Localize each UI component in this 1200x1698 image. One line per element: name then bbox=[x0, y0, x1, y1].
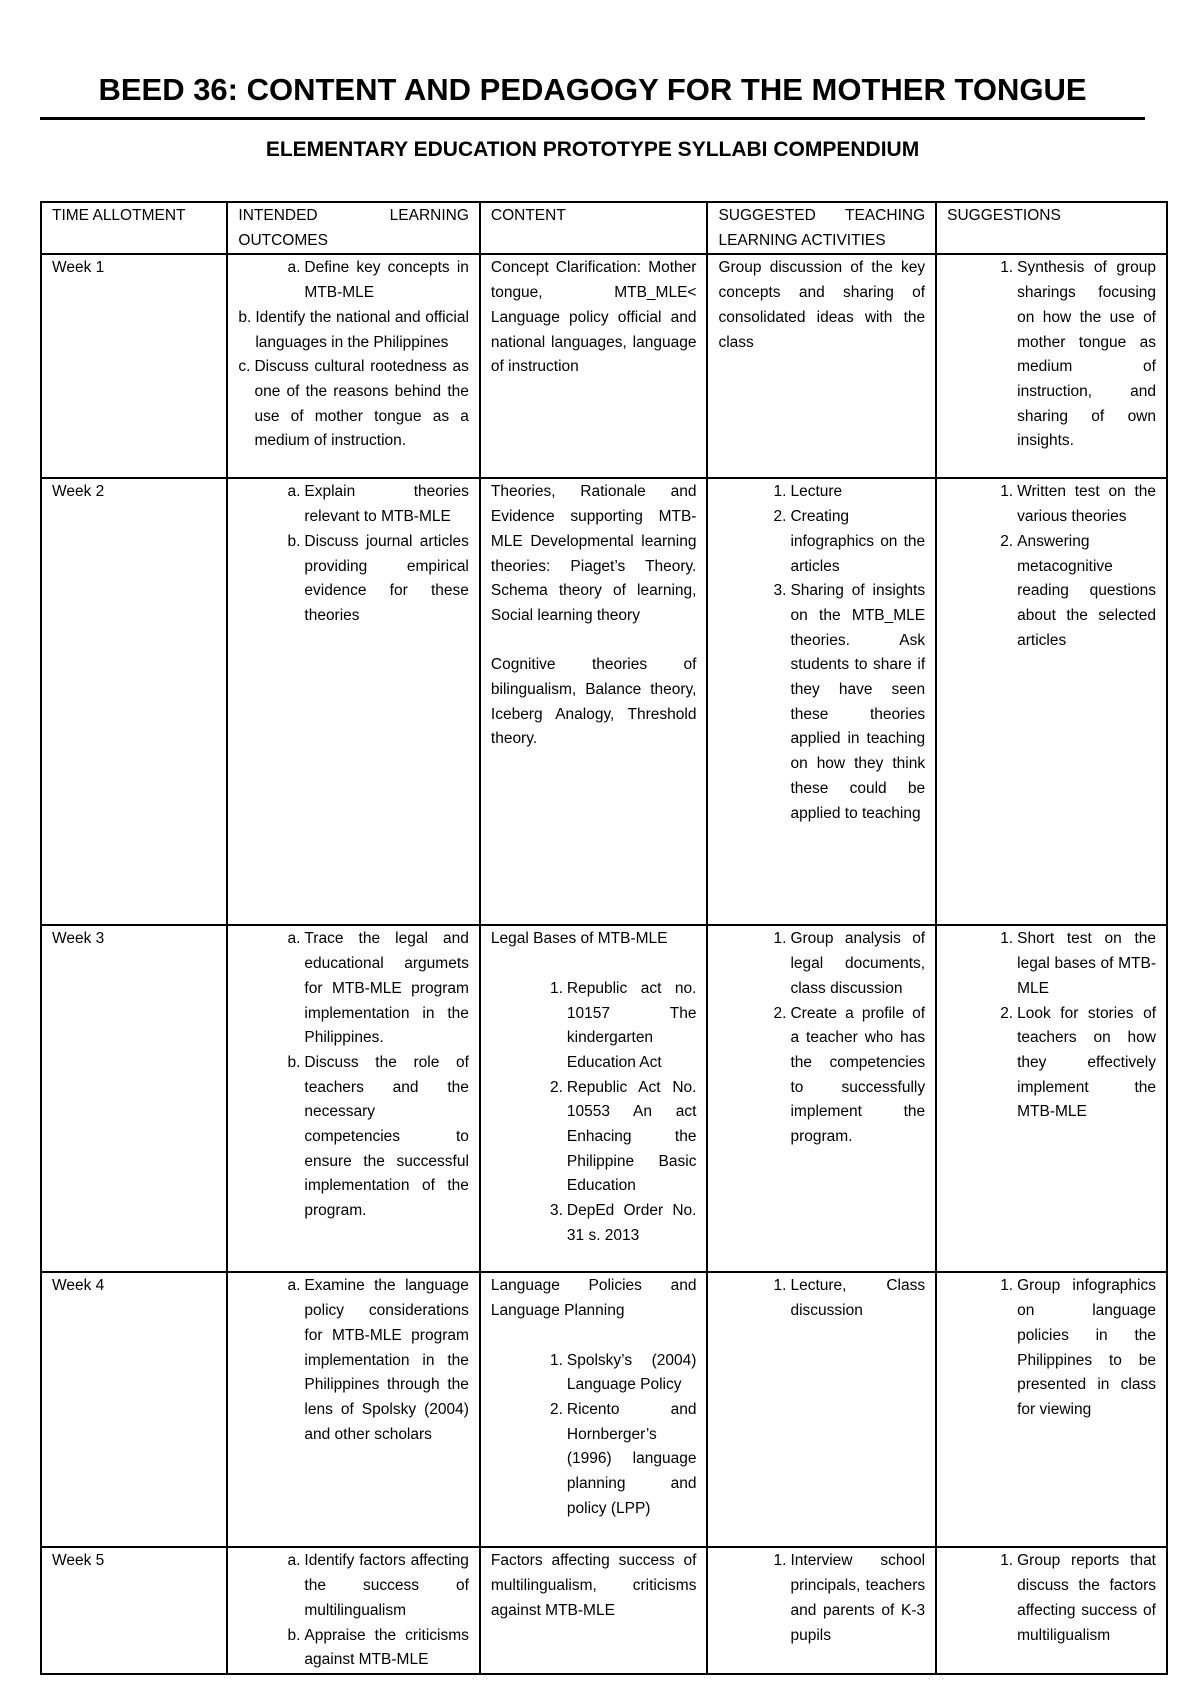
list-item: 1. Synthesis of group sharings focusing on how the use of mother tongue as medium of instruction, and sharing of own insights. bbox=[1000, 259, 1156, 450]
header-intended-learning-outcomes: INTENDED LEARNING OUTCOMES bbox=[227, 202, 480, 254]
header-suggestions: SUGGESTIONS bbox=[936, 202, 1167, 254]
document-title: BEED 36: CONTENT AND PEDAGOGY FOR THE MOTHER TONGUE bbox=[98, 72, 1087, 107]
list-item: a. Explain theories relevant to MTB-MLE bbox=[287, 483, 469, 526]
list-item: 1. Republic act no. 10157 The kindergarten Education Act bbox=[549, 979, 697, 1071]
activities-cell bbox=[707, 1547, 936, 1674]
week-cell: Week 5 bbox=[41, 1547, 227, 1674]
outcomes-cell bbox=[227, 1272, 480, 1547]
list-item: a. Identify factors affecting the success of multilingualism bbox=[287, 1552, 469, 1619]
content-paragraph: Theories, Rationale and Evidence supporting MTB-MLE Developmental learning theories: Piaget’s Theory. Schema theory of learning, Social learning theory bbox=[490, 483, 697, 624]
table-row bbox=[41, 1272, 1167, 1547]
list-item: 1. Group analysis of legal documents, class discussion bbox=[773, 930, 926, 997]
suggestions-cell bbox=[936, 1272, 1167, 1547]
header-content: CONTENT bbox=[480, 202, 708, 254]
content-paragraph: Cognitive theories of bilingualism, Balance theory, Iceberg Analogy, Threshold theory. bbox=[490, 656, 697, 748]
list-item: b. Discuss the role of teachers and the necessary competencies to ensure the successful implementation of the program. bbox=[287, 1053, 469, 1220]
list-item: 1. Short test on the legal bases of MTB-MLE bbox=[1000, 930, 1156, 997]
content-paragraph: Legal Bases of MTB-MLE bbox=[490, 930, 668, 948]
content-paragraph: Factors affecting success of multilingualism, criticisms against MTB-MLE bbox=[490, 1552, 697, 1619]
content-cell bbox=[480, 1272, 708, 1547]
table-header-row bbox=[41, 202, 1167, 254]
content-cell bbox=[480, 925, 708, 1272]
list-item: b. Discuss journal articles providing empirical evidence for these theories bbox=[287, 532, 469, 624]
outcomes-cell bbox=[227, 478, 480, 925]
list-item: 1. Interview school principals, teachers and parents of K-3 pupils bbox=[773, 1552, 926, 1644]
list-item: c. Discuss cultural rootedness as one of the reasons behind the use of mother tongue as a medium of instruction. bbox=[238, 358, 469, 450]
content-paragraph: Language Policies and Language Planning bbox=[490, 1277, 697, 1320]
list-item: 3. Sharing of insights on the MTB_MLE theories. Ask students to share if they have seen these theories applied in teaching on how they think these could be applied to teaching bbox=[773, 582, 926, 822]
content-cell bbox=[480, 478, 708, 925]
list-item: 2. Ricento and Hornberger’s (1996) language planning and policy (LPP) bbox=[549, 1400, 697, 1517]
list-item: 1. Lecture bbox=[773, 483, 843, 501]
list-item: 1. Group reports that discuss the factors affecting success of multiligualism bbox=[1000, 1552, 1156, 1644]
activities-cell bbox=[707, 254, 936, 478]
suggestions-cell bbox=[936, 1547, 1167, 1674]
table-row bbox=[41, 1547, 1167, 1674]
suggestions-cell bbox=[936, 478, 1167, 925]
list-item: a. Examine the language policy considerations for MTB-MLE program implementation in the Philippines through the lens of Spolsky (2004) and other scholars bbox=[287, 1277, 469, 1443]
week-cell: Week 2 bbox=[41, 478, 227, 925]
list-item: b. Identify the national and official languages in the Philippines bbox=[238, 308, 469, 351]
list-item: 3. DepEd Order No. 31 s. 2013 bbox=[549, 1202, 697, 1244]
list-item: 1. Group infographics on language policies in the Philippines to be presented in class for viewing bbox=[1000, 1277, 1156, 1418]
list-item: 2. Look for stories of teachers on how they effectively implement the MTB-MLE bbox=[1000, 1004, 1156, 1121]
suggestions-cell bbox=[936, 254, 1167, 478]
week-cell: Week 3 bbox=[41, 925, 227, 1272]
content-paragraph: Concept Clarification: Mother tongue, MTB_MLE< Language policy official and national languages, language of instruction bbox=[490, 259, 697, 376]
header-suggested-activities: SUGGESTED TEACHING LEARNING ACTIVITIES bbox=[707, 202, 936, 254]
outcomes-cell bbox=[227, 254, 480, 478]
activities-cell bbox=[707, 925, 936, 1272]
list-item: a. Trace the legal and educational argumets for MTB-MLE program implementation in the Philippines. bbox=[287, 930, 469, 1047]
activities-cell bbox=[707, 1272, 936, 1547]
list-item: 2. Republic Act No. 10553 An act Enhacing the Philippine Basic Education bbox=[549, 1078, 697, 1195]
list-item: a. Define key concepts in MTB-MLE bbox=[287, 259, 469, 302]
week-cell: Week 1 bbox=[41, 254, 227, 478]
list-item: 1. Lecture, Class discussion bbox=[773, 1277, 926, 1320]
header-time-allotment: TIME ALLOTMENT bbox=[41, 202, 227, 254]
suggestions-cell bbox=[936, 925, 1167, 1272]
table-row bbox=[41, 925, 1167, 1272]
list-item: 2. Answering metacognitive reading questions about the selected articles bbox=[1000, 532, 1156, 649]
list-item: 1. Written test on the various theories bbox=[1000, 483, 1156, 526]
list-item: b. Appraise the criticisms against MTB-MLE bbox=[287, 1626, 469, 1669]
syllabus-table bbox=[40, 201, 1168, 1675]
title-underline bbox=[40, 117, 1145, 120]
content-cell bbox=[480, 254, 708, 478]
content-cell bbox=[480, 1547, 708, 1674]
week-cell: Week 4 bbox=[41, 1272, 227, 1547]
activities-cell bbox=[707, 478, 936, 925]
activity-paragraph: Group discussion of the key concepts and sharing of consolidated ideas with the class bbox=[718, 259, 926, 351]
outcomes-cell bbox=[227, 925, 480, 1272]
list-item: 2. Creating infographics on the articles bbox=[773, 508, 926, 575]
table-row bbox=[41, 478, 1167, 925]
list-item: 1. Spolsky’s (2004) Language Policy bbox=[549, 1351, 697, 1394]
outcomes-cell bbox=[227, 1547, 480, 1674]
document-subtitle: ELEMENTARY EDUCATION PROTOTYPE SYLLABI COMPENDIUM bbox=[265, 138, 920, 161]
list-item: 2. Create a profile of a teacher who has the competencies to successfully implement the program. bbox=[773, 1004, 926, 1146]
table-row bbox=[41, 254, 1167, 478]
